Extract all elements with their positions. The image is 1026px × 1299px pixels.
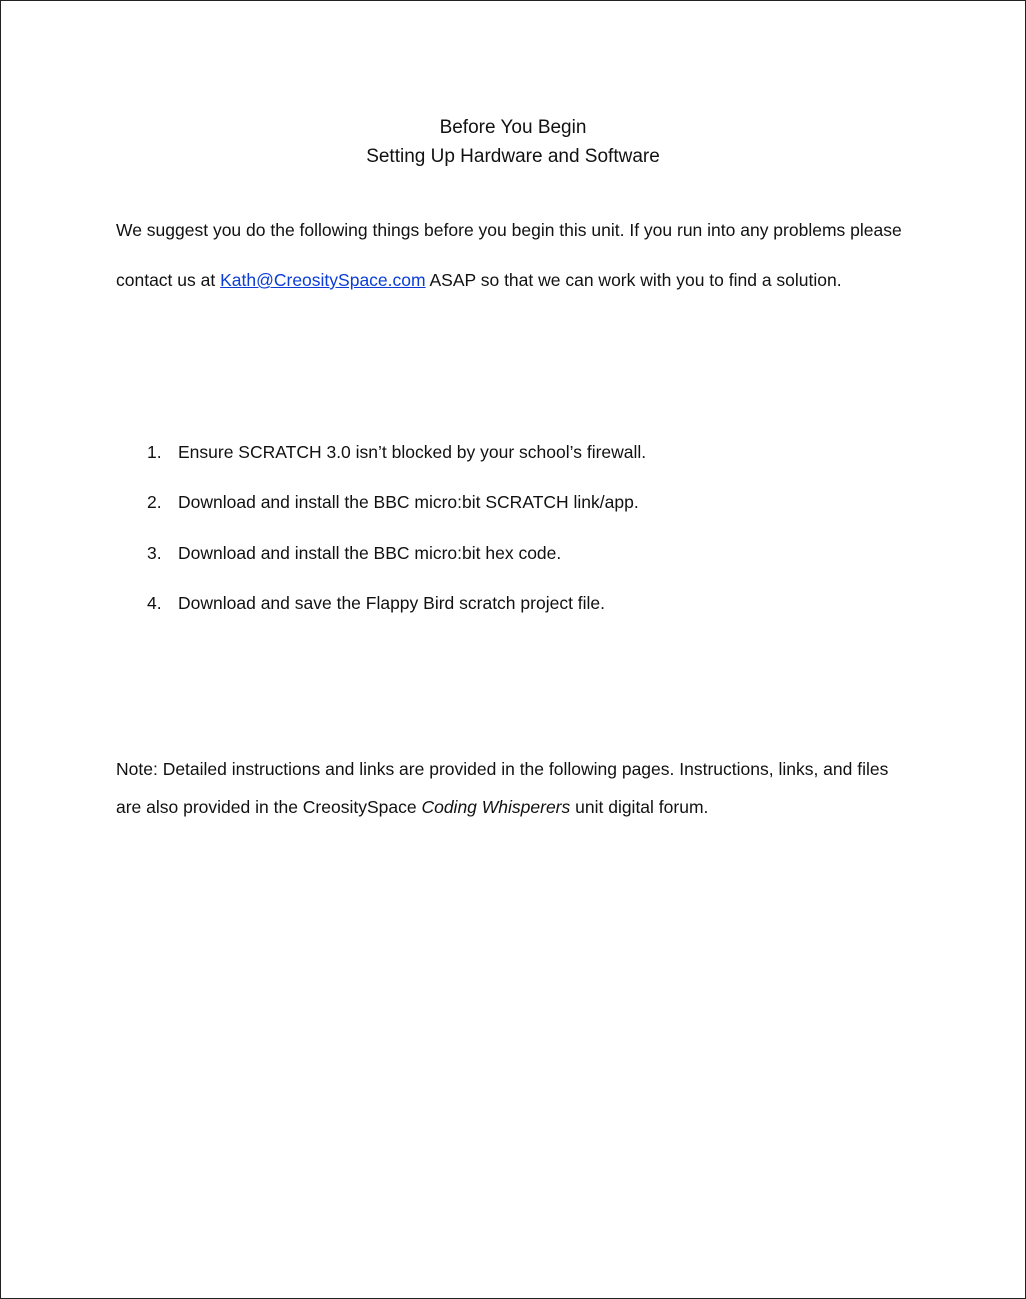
note-text-after-italic: unit digital forum.	[570, 797, 709, 817]
heading-subtitle: Setting Up Hardware and Software	[366, 146, 660, 167]
step-text: Download and install the BBC micro:bit hex code.	[178, 542, 562, 563]
email-link[interactable]: Kath@CreositySpace.com	[220, 270, 426, 290]
intro-paragraph	[116, 205, 916, 305]
step-number: 1.	[147, 442, 162, 462]
setup-steps-list	[116, 427, 916, 628]
list-item	[116, 578, 916, 628]
list-item	[116, 427, 916, 477]
step-text: Download and install the BBC micro:bit SCRATCH link/app.	[178, 492, 639, 513]
list-item	[116, 528, 916, 578]
note-unit-name: Coding Whisperers	[421, 797, 571, 817]
note-paragraph	[116, 750, 916, 826]
step-text: Ensure SCRATCH 3.0 isn’t blocked by your school’s firewall.	[178, 442, 647, 462]
list-item	[116, 477, 916, 527]
intro-text-before-link: We suggest you do the following things before you begin this unit. If you run into any problems please contact us at	[116, 220, 902, 290]
page-heading	[1, 113, 1025, 171]
step-number: 3.	[147, 542, 162, 563]
intro-text-after-link: ASAP so that we can work with you to find a solution.	[425, 270, 842, 290]
heading-title: Before You Begin	[439, 117, 587, 138]
step-number: 2.	[147, 492, 162, 513]
note-text-before-italic: Note: Detailed instructions and links are provided in the following pages. Instructions, links, and files are also provided in the CreositySpace	[116, 759, 889, 817]
step-text: Download and save the Flappy Bird scratch project file.	[178, 592, 606, 613]
step-number: 4.	[147, 592, 162, 613]
